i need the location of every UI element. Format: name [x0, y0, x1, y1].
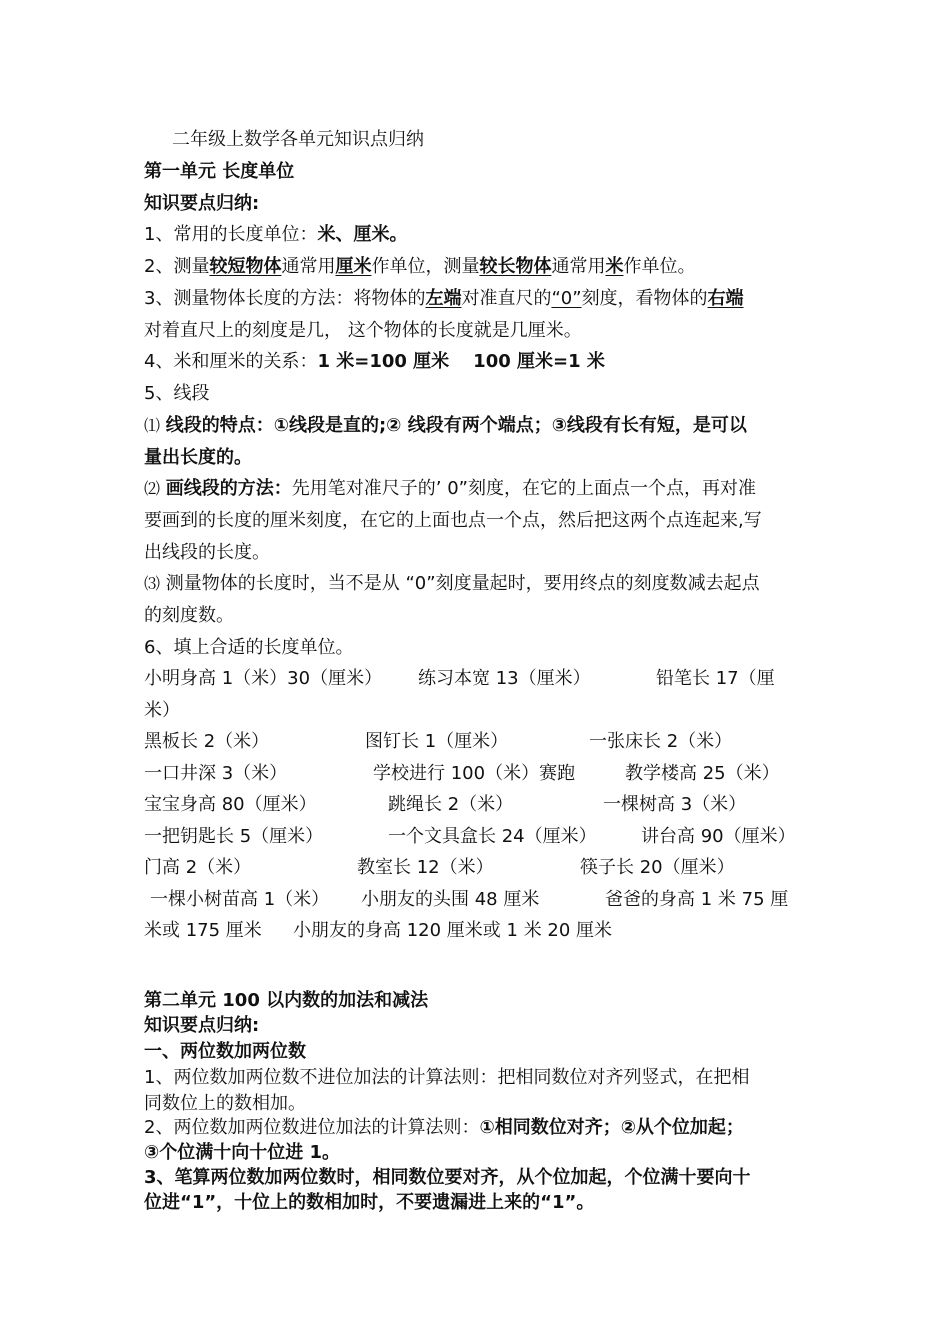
fill-item: 小朋友的头围 48 厘米: [361, 889, 540, 910]
point-3: 3、测量物体长度的方法：将物体的左端对准直尺的“0”刻度，看物体的右端: [144, 288, 744, 309]
rule-2: 2、两位数加两位数进位加法的计算法则：①相同数位对齐；②从个位加起；: [144, 1117, 744, 1138]
measure-note: ⑶ 测量物体的长度时，当不是从 “0”刻度量起时，要用终点的刻度数减去起点: [144, 573, 760, 594]
segment-features-cont: 量出长度的。: [144, 447, 252, 468]
fill-item: 宝宝身高 80（厘米）: [144, 794, 317, 815]
point-2: 2、测量较短物体通常用厘米作单位，测量较长物体通常用米作单位。: [144, 256, 696, 277]
unit2-summary-label: 知识要点归纳:: [144, 1015, 260, 1036]
fill-item: 铅笔长 17（厘: [656, 668, 775, 689]
fill-item: 爸爸的身高 1 米 75 厘: [605, 889, 789, 910]
rule-2-cont: ③个位满十向十位进 1。: [144, 1142, 341, 1163]
rule-1-cont: 同数位上的数相加。: [144, 1093, 306, 1114]
draw-segment-method-cont2: 出线段的长度。: [144, 542, 270, 563]
unit1-heading: 第一单元 长度单位: [144, 161, 295, 182]
fill-item: 图钉长 1（厘米）: [365, 731, 509, 752]
measure-note-cont: 的刻度数。: [144, 605, 234, 626]
fill-item: 练习本宽 13（厘米）: [418, 668, 591, 689]
rule-1: 1、两位数加两位数不进位加法的计算法则：把相同数位对齐列竖式，在把相: [144, 1067, 750, 1088]
draw-segment-method-cont1: 要画到的长度的厘米刻度，在它的上面也点一个点，然后把这两个点连起来,写: [144, 510, 762, 531]
fill-item: 筷子长 20（厘米）: [580, 857, 735, 878]
fill-item: 米）: [144, 700, 180, 721]
document-title: 二年级上数学各单元知识点归纳: [172, 129, 424, 150]
rule-3: 3、笔算两位数加两位数时，相同数位要对齐，从个位加起，个位满十要向十: [144, 1167, 751, 1188]
fill-item: 跳绳长 2（米）: [388, 794, 514, 815]
fill-item: 学校进行 100（米）赛跑: [373, 763, 576, 784]
rule-3-cont: 位进“1”，十位上的数相加时，不要遗漏进上来的“1”。: [144, 1192, 595, 1213]
fill-item: 一口井深 3（米）: [144, 763, 288, 784]
unit2-subheading: 一、两位数加两位数: [144, 1041, 306, 1062]
point-1: 1、常用的长度单位：米、厘米。: [144, 224, 408, 245]
fill-item: 一张床长 2（米）: [589, 731, 733, 752]
point-5: 5、线段: [144, 383, 210, 404]
unit1-summary-label: 知识要点归纳:: [144, 193, 260, 214]
fill-item: 黑板长 2（米）: [144, 731, 270, 752]
fill-item: 小明身高 1（米）30（厘米）: [144, 668, 383, 689]
fill-item: 教室长 12（米）: [357, 857, 494, 878]
fill-item: 一把钥匙长 5（厘米）: [144, 826, 324, 847]
fill-item: 一个文具盒长 24（厘米）: [388, 826, 597, 847]
fill-item: 小朋友的身高 120 厘米或 1 米 20 厘米: [293, 920, 613, 941]
fill-item: 一棵小树苗高 1（米）: [150, 889, 330, 910]
point-6: 6、填上合适的长度单位。: [144, 637, 354, 658]
fill-item: 一棵树高 3（米）: [603, 794, 747, 815]
segment-features: ⑴ 线段的特点：①线段是直的;② 线段有两个端点；③线段有长有短，是可以: [144, 415, 747, 436]
fill-item: 教学楼高 25（米）: [625, 763, 780, 784]
unit2-heading: 第二单元 100 以内数的加法和减法: [144, 990, 429, 1011]
point-4: 4、米和厘米的关系：1 米=100 厘米 100 厘米=1 米: [144, 351, 605, 372]
draw-segment-method: ⑵ 画线段的方法：先用笔对准尺子的’ 0”刻度，在它的上面点一个点，再对准: [144, 478, 756, 499]
fill-item: 门高 2（米）: [144, 857, 252, 878]
fill-item: 讲台高 90（厘米）: [641, 826, 796, 847]
point-3-cont: 对着直尺上的刻度是几， 这个物体的长度就是几厘米。: [144, 320, 582, 341]
fill-item: 米或 175 厘米: [144, 920, 262, 941]
